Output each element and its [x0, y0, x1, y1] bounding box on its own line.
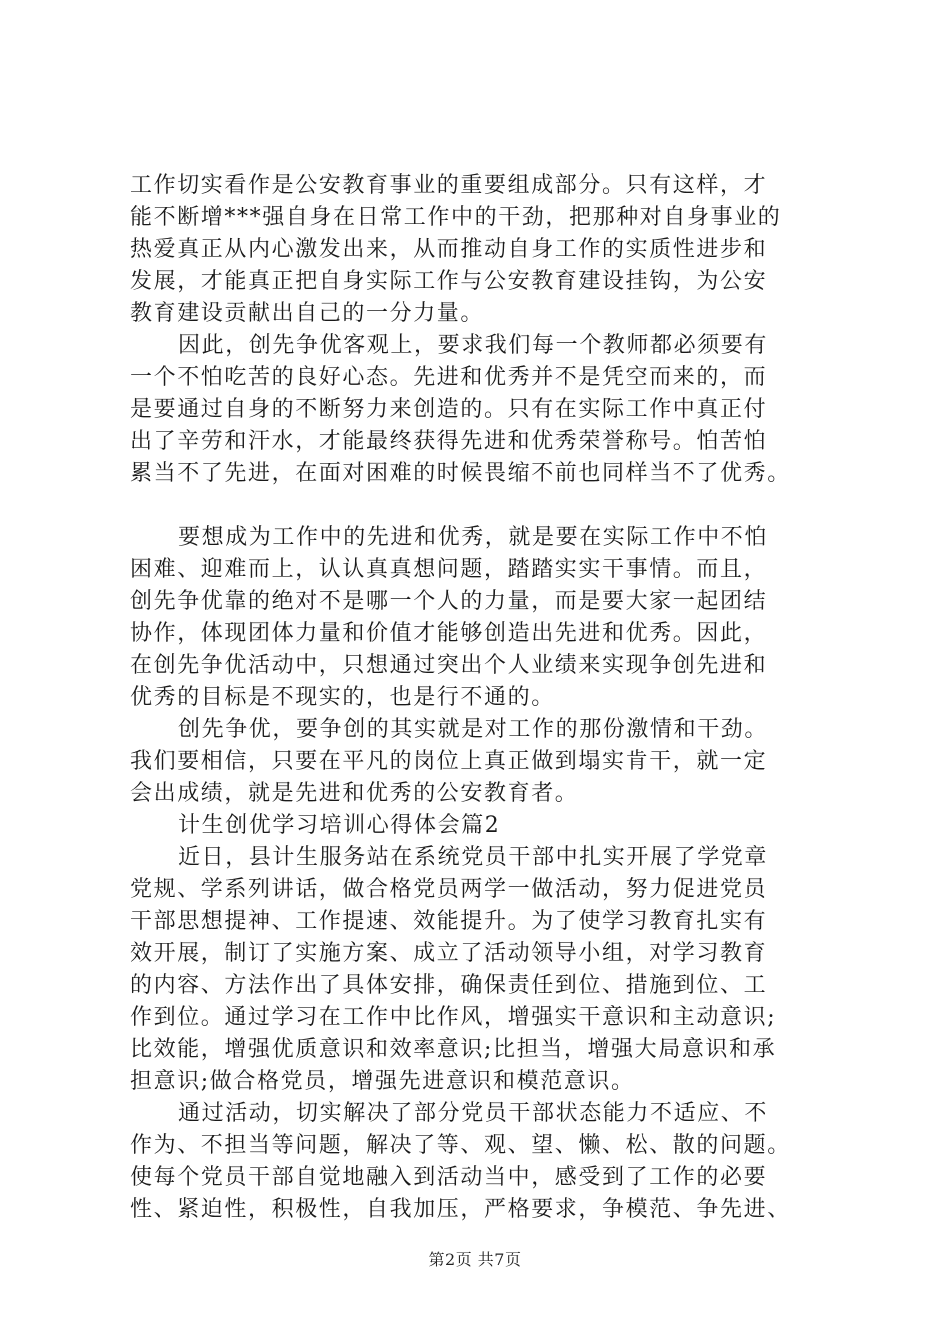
text-line: 作到位。通过学习在工作中比作风，增强实干意识和主动意识;: [130, 1005, 777, 1030]
paragraph-first-line: 因此，创先争优客观上，要求我们每一个教师都必须要有: [178, 333, 769, 358]
section-heading: 计生创优学习培训心得体会篇2: [178, 813, 501, 838]
text-line: 在创先争优活动中，只想通过突出个人业绩来实现争创先进和: [130, 653, 768, 678]
text-line: 热爱真正从内心激发出来，从而推动自身工作的实质性进步和: [130, 237, 768, 262]
text-line: 优秀的目标是不现实的，也是行不通的。: [130, 685, 555, 710]
text-line: 性、紧迫性，积极性，自我加压，严格要求，争模范、争先进、: [130, 1197, 791, 1222]
page-number: 第2页 共7页: [428, 1250, 522, 1269]
paragraph-first-line: 要想成为工作中的先进和优秀，就是要在实际工作中不怕: [178, 525, 769, 550]
paragraph-first-line: 近日，县计生服务站在系统党员干部中扎实开展了学党章: [178, 845, 769, 870]
text-line: 协作，体现团体力量和价值才能够创造出先进和优秀。因此，: [130, 621, 768, 646]
text-line: 效开展，制订了实施方案、成立了活动领导小组，对学习教育: [130, 941, 768, 966]
text-line: 担意识;做合格党员，增强先进意识和模范意识。: [130, 1069, 635, 1094]
paragraph-first-line: 通过活动，切实解决了部分党员干部状态能力不适应、不: [178, 1101, 769, 1126]
text-line: 一个不怕吃苦的良好心态。先进和优秀并不是凭空而来的，而: [130, 365, 768, 390]
text-line: 困难、迎难而上，认认真真想问题，踏踏实实干事情。而且，: [130, 557, 768, 582]
text-line: 干部思想提神、工作提速、效能提升。为了使学习教育扎实有: [130, 909, 768, 934]
text-line: 党规、学系列讲话，做合格党员两学一做活动，努力促进党员: [130, 877, 768, 902]
text-line: 创先争优靠的绝对不是哪一个人的力量，而是要大家一起团结: [130, 589, 768, 614]
text-line: 我们要相信，只要在平凡的岗位上真正做到塌实肯干，就一定: [130, 749, 768, 774]
text-line: 发展，才能真正把自身实际工作与公安教育建设挂钩，为公安: [130, 269, 768, 294]
text-line: 作为、不担当等问题，解决了等、观、望、懒、松、散的问题。: [130, 1133, 791, 1158]
page-footer: [0, 1247, 950, 1270]
text-line: 比效能，增强优质意识和效率意识;比担当，增强大局意识和承: [130, 1037, 777, 1062]
document-body: [130, 170, 850, 1226]
text-line: 工作切实看作是公安教育事业的重要组成部分。只有这样，才: [130, 173, 768, 198]
text-line: 使每个党员干部自觉地融入到活动当中，感受到了工作的必要: [130, 1165, 768, 1190]
text-line: 出了辛劳和汗水，才能最终获得先进和优秀荣誉称号。怕苦怕: [130, 429, 768, 454]
text-line: 能不断增***强自身在日常工作中的干劲，把那种对自身事业的: [130, 205, 782, 230]
paragraph-first-line: 创先争优，要争创的其实就是对工作的那份激情和干劲。: [178, 717, 769, 742]
text-line: 教育建设贡献出自己的一分力量。: [130, 301, 485, 326]
text-line: 是要通过自身的不断努力来创造的。只有在实际工作中真正付: [130, 397, 768, 422]
text-line: 累当不了先进，在面对困难的时候畏缩不前也同样当不了优秀。: [130, 461, 791, 486]
text-line: 的内容、方法作出了具体安排，确保责任到位、措施到位、工: [130, 973, 768, 998]
text-line: 会出成绩，就是先进和优秀的公安教育者。: [130, 781, 579, 806]
paragraph-gap: [130, 490, 850, 522]
